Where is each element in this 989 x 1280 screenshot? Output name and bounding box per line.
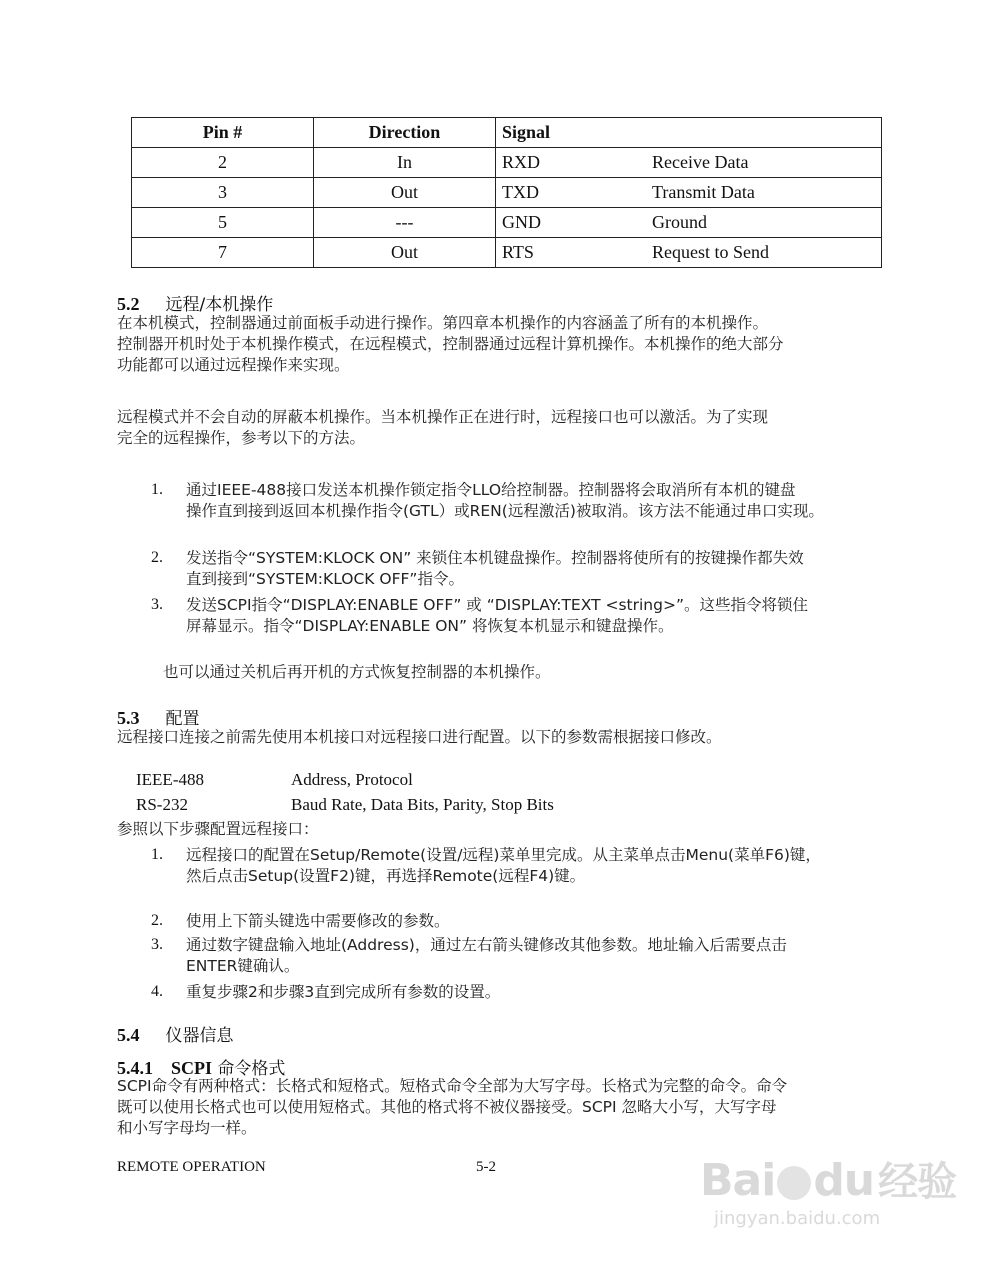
cell-signal	[496, 238, 882, 268]
text-line: 然后点击Setup(设置F2)键，再选择Remote(远程F4)键。	[186, 867, 586, 885]
signal-desc: Transmit Data	[652, 182, 755, 202]
interface-name: IEEE-488	[136, 770, 204, 789]
list-number: 1.	[151, 481, 163, 498]
section-5-2-heading	[117, 290, 273, 315]
list-number: 3.	[151, 596, 163, 613]
list-item	[186, 595, 808, 637]
section-title: 仪器信息	[165, 1026, 234, 1046]
section-title-bold: SCPI	[171, 1058, 213, 1078]
text-line: 直到接到“SYSTEM:KLOCK OFF”指令。	[186, 570, 464, 588]
paragraph	[117, 313, 784, 376]
paragraph: 远程接口连接之前需先使用本机接口对远程接口进行配置。以下的参数需根据接口修改。	[117, 728, 722, 746]
interface-params: Address, Protocol	[291, 770, 413, 789]
section-number: 5.3	[117, 708, 140, 728]
text-line: 屏幕显示。指令“DISPLAY:ENABLE ON” 将恢复本机显示和键盘操作。	[186, 617, 674, 635]
paragraph	[117, 407, 768, 449]
cell-direction: ---	[314, 208, 496, 238]
watermark-logo	[700, 1150, 956, 1207]
header-direction: Direction	[314, 118, 496, 148]
cell-pin: 2	[132, 148, 314, 178]
list-item	[186, 982, 500, 1003]
paragraph: 也可以通过关机后再开机的方式恢复控制器的本机操作。	[163, 663, 551, 681]
header-signal: Signal	[496, 118, 882, 148]
text-line: 远程接口的配置在Setup/Remote(设置/远程)菜单里完成。从主菜单点击Menu(菜单F6)键，	[186, 846, 821, 864]
list-item	[186, 548, 804, 590]
text-line: 既可以使用长格式也可以使用短格式。其他的格式将不被仪器接受。SCPI 忽略大小写，大写字母	[117, 1098, 777, 1116]
text-line: 和小写字母均一样。	[117, 1119, 257, 1137]
footer-left: REMOTE OPERATION	[117, 1159, 266, 1175]
text-line: SCPI命令有两种格式：长格式和短格式。短格式命令全部为大写字母。长格式为完整的命令。命令	[117, 1077, 788, 1095]
cell-direction: In	[314, 148, 496, 178]
list-number: 2.	[151, 549, 163, 566]
signal-code: TXD	[502, 182, 539, 202]
cell-pin: 7	[132, 238, 314, 268]
table-row	[132, 208, 882, 238]
cell-signal	[496, 178, 882, 208]
pin-table	[131, 117, 882, 268]
text-line: 完全的远程操作，参考以下的方法。	[117, 429, 366, 447]
section-5-3-heading	[117, 704, 200, 729]
cell-signal	[496, 148, 882, 178]
watermark-url: jingyan.baidu.com	[714, 1208, 881, 1229]
table-header-row	[132, 118, 882, 148]
text-line: 重复步骤2和步骤3直到完成所有参数的设置。	[186, 983, 501, 1001]
signal-desc: Receive Data	[652, 152, 749, 172]
list-number: 2.	[151, 912, 163, 929]
list-item	[186, 480, 824, 522]
table-row	[132, 148, 882, 178]
text-line: 发送指令“SYSTEM:KLOCK ON” 来锁住本机键盘操作。控制器将使所有的按键操作都失效	[186, 549, 804, 567]
text-line: 远程模式并不会自动的屏蔽本机操作。当本机操作正在进行时，远程接口也可以激活。为了实现	[117, 408, 769, 426]
text-line: 控制器开机时处于本机操作模式，在远程模式，控制器通过远程计算机操作。本机操作的绝大部分	[117, 335, 784, 353]
list-item	[186, 911, 450, 932]
signal-desc: Request to Send	[652, 242, 769, 262]
section-number: 5.4.1	[117, 1058, 153, 1078]
section-title: 配置	[165, 709, 200, 729]
text-line: 使用上下箭头键选中需要修改的参数。	[186, 912, 450, 930]
section-5-4-heading	[117, 1021, 234, 1046]
paragraph	[117, 1076, 787, 1139]
interface-name: RS-232	[136, 795, 188, 814]
header-pin: Pin #	[132, 118, 314, 148]
signal-code: RXD	[502, 152, 541, 172]
watermark-brand2: du	[813, 1155, 875, 1206]
list-item	[186, 845, 821, 887]
watermark-cn: 经验	[878, 1159, 957, 1205]
list-number: 4.	[151, 983, 163, 1000]
section-title: 远程/本机操作	[165, 295, 274, 315]
text-line: 通过数字键盘输入地址(Address)，通过左右箭头键修改其他参数。地址输入后需要点击	[186, 936, 787, 954]
text-line: 在本机模式，控制器通过前面板手动进行操作。第四章本机操作的内容涵盖了所有的本机操作。	[117, 314, 769, 332]
signal-desc: Ground	[652, 212, 707, 232]
section-title: 命令格式	[212, 1059, 286, 1079]
text-line: ENTER键确认。	[186, 957, 300, 975]
cell-direction: Out	[314, 178, 496, 208]
table-row	[132, 238, 882, 268]
paragraph: 参照以下步骤配置远程接口：	[117, 820, 319, 838]
text-line: 功能都可以通过远程操作来实现。	[117, 356, 350, 374]
signal-code: GND	[502, 212, 541, 232]
section-number: 5.4	[117, 1025, 140, 1045]
cell-pin: 3	[132, 178, 314, 208]
table-row	[132, 178, 882, 208]
footer-page-number: 5-2	[476, 1159, 496, 1175]
text-line: 发送SCPI指令“DISPLAY:ENABLE OFF” 或 “DISPLAY:TEXT <string>”。这些指令将锁住	[186, 596, 808, 614]
cell-direction: Out	[314, 238, 496, 268]
text-line: 通过IEEE-488接口发送本机操作锁定指令LLO给控制器。控制器将会取消所有本机的键盘	[186, 481, 796, 499]
cell-pin: 5	[132, 208, 314, 238]
text-line: 操作直到接到返回本机操作指令(GTL）或REN(远程激活)被取消。该方法不能通过串口实现。	[186, 502, 824, 520]
cell-signal	[496, 208, 882, 238]
paw-icon	[777, 1166, 811, 1200]
section-number: 5.2	[117, 294, 140, 314]
list-number: 3.	[151, 936, 163, 953]
list-item	[186, 935, 787, 977]
interface-params: Baud Rate, Data Bits, Parity, Stop Bits	[291, 795, 554, 814]
list-number: 1.	[151, 846, 163, 863]
signal-code: RTS	[502, 242, 534, 262]
watermark-brand: Bai	[700, 1155, 776, 1206]
